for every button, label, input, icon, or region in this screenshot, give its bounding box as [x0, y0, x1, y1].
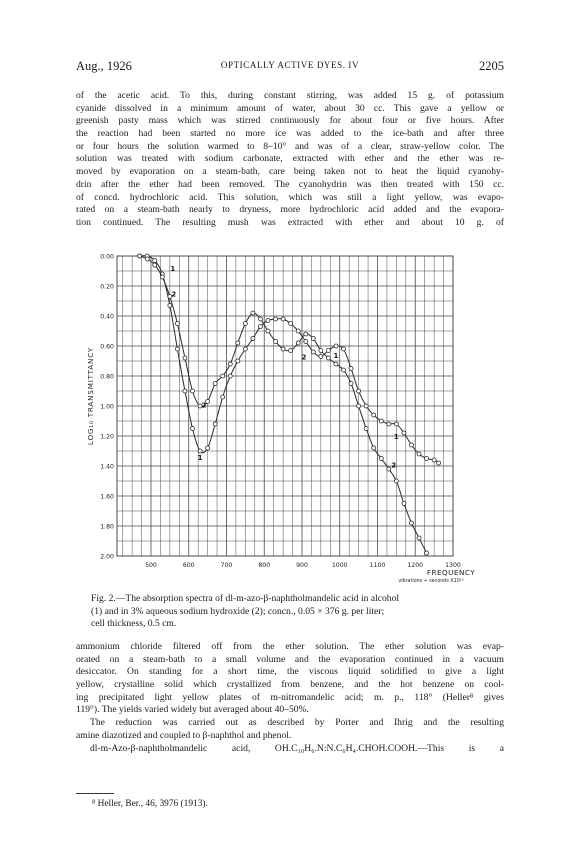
- data-point-series-1: [409, 443, 413, 447]
- header-running-title: OPTICALLY ACTIVE DYES. IV: [220, 60, 360, 70]
- data-point-series-1: [266, 319, 270, 323]
- data-point-series-2: [296, 341, 300, 345]
- text-line: ing precipitated light yellow plates of m-nitromandelic acid; m. p., 118° (Heller⁸ gives: [76, 691, 504, 703]
- data-point-series-2: [357, 404, 361, 408]
- text-line: The reduction was carried out as described by Porter and Ihrig and the resulting: [90, 717, 504, 729]
- curve-label: 2: [171, 290, 177, 299]
- data-point-series-1: [258, 325, 262, 329]
- data-point-series-1: [372, 413, 376, 417]
- data-point-series-2: [289, 349, 293, 353]
- curve-label: 1: [170, 265, 176, 273]
- x-tick-label: 700: [220, 562, 233, 569]
- data-point-series-1: [221, 395, 225, 399]
- text-line: tion continued. The resulting mush was extracted with ether and about 10 g. of: [76, 216, 504, 228]
- body-text-bottom: [76, 641, 504, 755]
- text-line: amine diazotized and coupled to β-naphthol and phenol.: [76, 729, 292, 741]
- data-point-series-1: [213, 422, 217, 426]
- data-point-series-2: [342, 368, 346, 372]
- text-line: of the acetic acid. To this, during constant stirring, was added 15 g. of potassium: [76, 90, 504, 101]
- footnote-rule: [76, 793, 114, 794]
- text-line: greenish pasty mass which was stirred continuously for about four or five hours. After: [76, 115, 504, 127]
- chart-grid: [117, 256, 453, 556]
- text-line: dl-m-Azo-β-naphtholmandelic acid, OH.C₁₀H₆.N:N.C₆H₄.CHOH.COOH.—This is a: [90, 742, 504, 754]
- data-point-series-1: [349, 367, 353, 371]
- data-point-series-1: [281, 317, 285, 321]
- footnote: ⁸ Heller, Ber., 46, 3976 (1913).: [92, 799, 208, 809]
- data-point-series-2: [145, 257, 149, 261]
- data-point-series-2: [221, 374, 225, 378]
- x-tick-label: 1200: [407, 562, 424, 569]
- data-point-series-1: [296, 329, 300, 333]
- y-tick-label: 1.60: [100, 493, 114, 501]
- data-point-series-1: [402, 431, 406, 435]
- text-line: or four hours the solution warmed to 8–10° and was of a clear, straw-yellow color. The: [76, 140, 504, 152]
- data-point-series-1: [304, 340, 308, 344]
- data-point-series-2: [402, 502, 406, 506]
- y-tick-label: 1.40: [100, 463, 114, 471]
- text-line: ammonium chloride filtered off from the ether solution. The ether solution was evap-: [76, 641, 504, 652]
- text-line: yellow, crystalline solid which crystallized from benzene, and the hot benzene on cool-: [76, 679, 504, 691]
- data-point-series-2: [379, 457, 383, 461]
- data-point-series-2: [311, 337, 315, 341]
- data-point-series-2: [319, 349, 323, 353]
- data-point-series-2: [191, 389, 195, 393]
- chart-curves: [138, 254, 441, 555]
- data-point-series-1: [334, 344, 338, 348]
- data-point-series-1: [379, 419, 383, 423]
- y-tick-label: 0.80: [100, 373, 114, 381]
- x-tick-label: 1100: [369, 562, 386, 569]
- curve-label: 1: [197, 454, 203, 462]
- data-point-series-1: [425, 457, 429, 461]
- data-point-series-1: [319, 355, 323, 359]
- y-tick-label: 1.00: [100, 403, 114, 411]
- data-point-series-2: [417, 536, 421, 540]
- data-point-series-1: [394, 422, 398, 426]
- data-point-series-2: [160, 275, 164, 279]
- caption-line: Fig. 2.—The absorption spectra of dl-m-azo-β-naphtholmandelic acid in alcohol: [91, 593, 400, 604]
- x-tick-label: 900: [296, 562, 308, 569]
- data-point-series-2: [228, 362, 232, 366]
- data-point-series-1: [153, 259, 157, 263]
- data-point-series-2: [153, 263, 157, 267]
- curve-label: 2: [391, 461, 397, 470]
- data-point-series-2: [364, 427, 368, 431]
- y-tick-label: 0.60: [100, 343, 114, 351]
- data-point-series-1: [437, 461, 441, 465]
- data-point-series-2: [394, 479, 398, 483]
- text-line: rated on a steam-bath nearly to dryness, more hydrochloric acid added and the evapora-: [76, 204, 504, 216]
- data-point-series-2: [251, 311, 255, 315]
- data-point-series-2: [409, 521, 413, 525]
- text-line: orated on a steam-bath to a small volume and the evaporation continued in a vacuum: [76, 653, 504, 665]
- header-page-number: 2205: [479, 59, 504, 73]
- data-point-series-1: [342, 347, 346, 351]
- text-line: 119°). The yields varied widely but averaged about 40–50%.: [76, 704, 309, 716]
- data-point-series-1: [243, 347, 247, 351]
- data-point-series-1: [274, 317, 278, 321]
- header-date: Aug., 1926: [76, 59, 132, 73]
- y-tick-label: 1.20: [100, 433, 114, 441]
- caption-line: (1) and in 3% aqueous sodium hydroxide (2); concn., 0.05 × 376 g. per liter;: [91, 605, 385, 617]
- data-point-series-2: [266, 329, 270, 333]
- data-point-series-2: [425, 551, 429, 555]
- text-line: of concd. hydrochloric acid. This solution, which was still a light yellow, was evapo-: [76, 191, 504, 203]
- data-point-series-1: [198, 449, 202, 453]
- text-line: drin after the ether had been removed. The cyanohydrin was then treated with 150 cc.: [76, 178, 504, 190]
- text-line: moved by evaporation on a steam-bath, care being taken not to heat the liquid cyanohy-: [76, 166, 504, 178]
- data-point-series-1: [228, 374, 232, 378]
- y-tick-label: 0.20: [100, 283, 114, 291]
- data-point-series-1: [183, 389, 187, 393]
- curve-label: 2: [201, 401, 207, 410]
- y-tick-label: 0.00: [100, 253, 114, 261]
- data-point-series-2: [349, 382, 353, 386]
- data-point-series-2: [183, 356, 187, 360]
- text-line: desiccator. On standing for a short time, the viscous liquid solidified to give a light: [76, 666, 504, 678]
- data-point-series-1: [417, 452, 421, 456]
- x-tick-label: 1000: [331, 562, 348, 569]
- data-point-series-2: [334, 362, 338, 366]
- data-point-series-1: [289, 322, 293, 326]
- data-point-series-2: [243, 322, 247, 326]
- data-point-series-2: [175, 322, 179, 326]
- caption-line: cell thickness, 0.5 cm.: [91, 618, 177, 630]
- data-point-series-2: [274, 340, 278, 344]
- x-axis-title: FREQUENCY: [426, 568, 476, 577]
- data-point-series-2: [258, 317, 262, 321]
- data-point-series-1: [251, 337, 255, 341]
- data-point-series-2: [213, 382, 217, 386]
- x-tick-label: 600: [182, 562, 195, 569]
- y-tick-label: 2.00: [100, 553, 114, 561]
- data-point-series-2: [326, 356, 330, 360]
- data-point-series-1: [168, 304, 172, 308]
- y-axis-title: LOG₁₀ TRANSMITTANCY: [86, 346, 95, 446]
- figure-caption: [91, 593, 493, 631]
- data-point-series-1: [326, 349, 330, 353]
- y-tick-label: 1.80: [100, 523, 114, 531]
- data-point-series-1: [357, 389, 361, 393]
- data-point-series-2: [281, 347, 285, 351]
- data-point-series-2: [304, 332, 308, 336]
- text-line: the reaction had been started no more ice was added to the ice-bath and after three: [76, 128, 504, 140]
- data-point-series-2: [236, 341, 240, 345]
- data-point-series-2: [372, 446, 376, 450]
- y-tick-label: 0.40: [100, 313, 114, 321]
- data-point-series-1: [364, 404, 368, 408]
- curve-label: 1: [333, 352, 339, 360]
- data-point-series-1: [236, 359, 240, 363]
- data-point-series-1: [432, 458, 436, 462]
- curve-label: 1: [393, 433, 399, 441]
- text-line: solution was treated with sodium carbonate, extracted with ether and the ether was re-: [76, 153, 504, 165]
- data-point-series-1: [387, 422, 391, 426]
- data-point-series-2: [387, 467, 391, 471]
- data-point-series-1: [311, 350, 315, 354]
- x-tick-label: 800: [258, 562, 271, 569]
- text-line: cyanide dissolved in a minimum amount of water, about 30 cc. This gave a yellow or: [76, 102, 504, 114]
- data-point-series-2: [138, 254, 142, 258]
- data-point-series-1: [175, 347, 179, 351]
- x-tick-label: 1300: [445, 562, 461, 569]
- curve-label: 2: [301, 353, 307, 362]
- x-axis-subtitle: vibrations ÷ seconds X10¹²: [398, 579, 464, 584]
- data-point-series-1: [206, 446, 210, 450]
- x-tick-label: 500: [145, 562, 157, 569]
- data-point-series-1: [191, 427, 195, 431]
